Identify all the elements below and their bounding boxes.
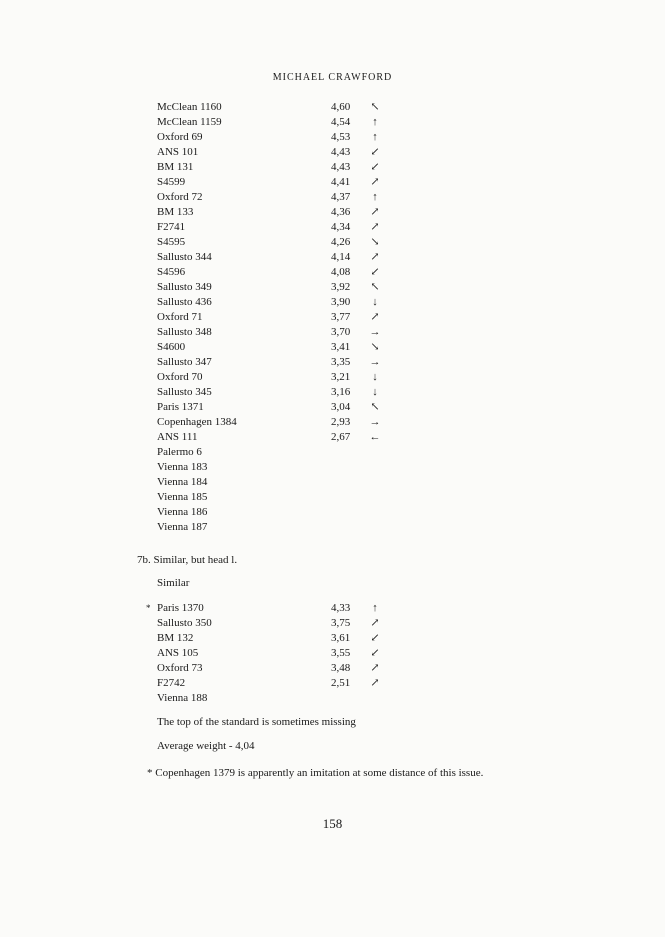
die-axis-arrow-icon: ↘ — [370, 341, 380, 353]
specimen-name: McClean 1159 — [157, 116, 222, 128]
die-axis-arrow-icon: ↙ — [370, 632, 380, 644]
specimen-weight: 3,70 — [331, 326, 351, 338]
specimen-row — [157, 445, 397, 460]
specimen-row — [157, 235, 397, 250]
specimen-weight: 2,67 — [331, 431, 351, 443]
specimen-weight: 4,26 — [331, 236, 351, 248]
specimen-name: Copenhagen 1384 — [157, 416, 237, 428]
specimen-row — [157, 676, 397, 691]
die-axis-arrow-icon: ↗ — [370, 176, 380, 188]
subsection-label: Similar — [157, 577, 190, 589]
specimen-name: Vienna 186 — [157, 506, 208, 518]
die-axis-arrow-icon: ↗ — [370, 251, 380, 263]
die-axis-arrow-icon: ↙ — [370, 161, 380, 173]
specimen-name: Oxford 73 — [157, 662, 203, 674]
specimen-row — [157, 160, 397, 175]
specimen-row — [157, 355, 397, 370]
running-header: MICHAEL CRAWFORD — [272, 72, 393, 83]
specimen-weight: 3,92 — [331, 281, 351, 293]
specimen-row — [157, 646, 397, 661]
specimen-name: Oxford 71 — [157, 311, 203, 323]
specimen-weight: 4,41 — [331, 176, 351, 188]
specimen-weight: 3,48 — [331, 662, 351, 674]
die-axis-arrow-icon: → — [369, 416, 381, 428]
die-axis-arrow-icon: ↑ — [372, 602, 378, 614]
specimen-row — [157, 415, 397, 430]
specimen-name: ANS 111 — [157, 431, 198, 443]
specimen-weight: 4,14 — [331, 251, 351, 263]
die-axis-arrow-icon: ↖ — [370, 401, 380, 413]
die-axis-arrow-icon: ↗ — [370, 617, 380, 629]
specimen-weight: 3,77 — [331, 311, 351, 323]
specimen-name: Sallusto 344 — [157, 251, 212, 263]
specimen-row — [157, 325, 397, 340]
die-axis-arrow-icon: ↗ — [370, 677, 380, 689]
specimen-row — [157, 265, 397, 280]
specimen-name: Sallusto 348 — [157, 326, 212, 338]
specimen-weight: 2,51 — [331, 677, 351, 689]
specimen-weight: 4,33 — [331, 602, 351, 614]
specimen-name: Paris 1371 — [157, 401, 204, 413]
footnote: * Copenhagen 1379 is apparently an imitation at some distance of this issue. — [147, 767, 484, 779]
specimen-row — [157, 340, 397, 355]
specimen-row — [157, 400, 397, 415]
specimen-name: F2741 — [157, 221, 186, 233]
specimen-row — [157, 250, 397, 265]
die-axis-arrow-icon: ↖ — [370, 101, 380, 113]
specimen-name: Oxford 69 — [157, 131, 203, 143]
specimen-row — [157, 175, 397, 190]
specimen-weight: 4,53 — [331, 131, 351, 143]
section-heading: 7b. Similar, but head l. — [137, 554, 238, 566]
die-axis-arrow-icon: ← — [369, 431, 381, 443]
specimen-row — [157, 691, 397, 706]
specimen-name: Palermo 6 — [157, 446, 202, 458]
specimen-weight: 4,37 — [331, 191, 351, 203]
die-axis-arrow-icon: ↘ — [370, 236, 380, 248]
specimen-row — [157, 370, 397, 385]
die-axis-arrow-icon: ↙ — [370, 146, 380, 158]
die-axis-arrow-icon: ↗ — [370, 662, 380, 674]
specimen-weight: 2,93 — [331, 416, 351, 428]
specimen-row — [157, 490, 397, 505]
specimen-row — [157, 310, 397, 325]
specimen-weight: 4,36 — [331, 206, 351, 218]
specimen-name: S4596 — [157, 266, 186, 278]
specimen-name: Paris 1370 — [157, 602, 204, 614]
specimen-name: S4599 — [157, 176, 186, 188]
die-axis-arrow-icon: ↗ — [370, 206, 380, 218]
specimen-row — [157, 115, 397, 130]
specimen-name: McClean 1160 — [157, 101, 222, 113]
specimen-name: Sallusto 436 — [157, 296, 212, 308]
specimen-row — [157, 385, 397, 400]
specimen-weight: 3,35 — [331, 356, 351, 368]
specimen-weight: 3,61 — [331, 632, 351, 644]
specimen-name: Sallusto 345 — [157, 386, 212, 398]
specimen-name: BM 132 — [157, 632, 194, 644]
die-axis-arrow-icon: ↓ — [372, 371, 378, 383]
specimen-name: Sallusto 350 — [157, 617, 212, 629]
footnote-marker: * — [146, 603, 151, 613]
die-axis-arrow-icon: → — [369, 356, 381, 368]
specimen-name: Vienna 188 — [157, 692, 208, 704]
die-axis-arrow-icon: ↗ — [370, 311, 380, 323]
die-axis-arrow-icon: ↓ — [372, 296, 378, 308]
die-axis-arrow-icon: ↑ — [372, 116, 378, 128]
specimen-weight: 3,55 — [331, 647, 351, 659]
specimen-weight: 3,41 — [331, 341, 351, 353]
specimen-name: Oxford 70 — [157, 371, 203, 383]
die-axis-arrow-icon: ↙ — [370, 647, 380, 659]
specimen-name: BM 133 — [157, 206, 194, 218]
die-axis-arrow-icon: ↓ — [372, 386, 378, 398]
note-standard: The top of the standard is sometimes missing — [157, 716, 356, 728]
specimen-name: BM 131 — [157, 161, 194, 173]
note-average-weight: Average weight - 4,04 — [157, 740, 255, 752]
die-axis-arrow-icon: ↙ — [370, 266, 380, 278]
specimen-name: F2742 — [157, 677, 186, 689]
die-axis-arrow-icon: ↖ — [370, 281, 380, 293]
specimen-row — [157, 505, 397, 520]
specimen-name: Vienna 183 — [157, 461, 208, 473]
specimen-row — [157, 295, 397, 310]
die-axis-arrow-icon: ↑ — [372, 131, 378, 143]
specimen-name: Vienna 185 — [157, 491, 208, 503]
die-axis-arrow-icon: ↑ — [372, 191, 378, 203]
specimen-row — [157, 631, 397, 646]
specimen-row — [146, 601, 397, 616]
specimen-row — [157, 190, 397, 205]
specimen-weight: 4,34 — [331, 221, 351, 233]
specimen-row — [157, 145, 397, 160]
specimen-name: Vienna 184 — [157, 476, 208, 488]
specimen-name: S4595 — [157, 236, 186, 248]
specimen-name: Sallusto 349 — [157, 281, 212, 293]
specimen-weight: 4,43 — [331, 161, 351, 173]
specimen-row — [157, 475, 397, 490]
die-axis-arrow-icon: → — [369, 326, 381, 338]
specimen-row — [157, 220, 397, 235]
specimen-row — [157, 130, 397, 145]
specimen-weight: 3,90 — [331, 296, 351, 308]
specimen-weight: 3,75 — [331, 617, 351, 629]
specimen-weight: 4,43 — [331, 146, 351, 158]
page-number: 158 — [322, 816, 343, 831]
specimen-row — [157, 520, 397, 535]
specimen-name: S4600 — [157, 341, 186, 353]
specimen-name: Sallusto 347 — [157, 356, 212, 368]
specimen-row — [157, 430, 397, 445]
die-axis-arrow-icon: ↗ — [370, 221, 380, 233]
specimen-name: Vienna 187 — [157, 521, 208, 533]
specimen-name: Oxford 72 — [157, 191, 203, 203]
specimen-weight: 3,16 — [331, 386, 351, 398]
specimen-row — [157, 616, 397, 631]
specimen-weight: 3,21 — [331, 371, 351, 383]
specimen-row — [157, 460, 397, 475]
specimen-row — [157, 661, 397, 676]
specimen-weight: 4,60 — [331, 101, 351, 113]
specimen-weight: 4,54 — [331, 116, 351, 128]
specimen-weight: 3,04 — [331, 401, 351, 413]
specimen-row — [157, 280, 397, 295]
specimen-name: ANS 105 — [157, 647, 199, 659]
specimen-name: ANS 101 — [157, 146, 199, 158]
specimen-row — [157, 205, 397, 220]
specimen-row — [157, 100, 397, 115]
specimen-weight: 4,08 — [331, 266, 351, 278]
